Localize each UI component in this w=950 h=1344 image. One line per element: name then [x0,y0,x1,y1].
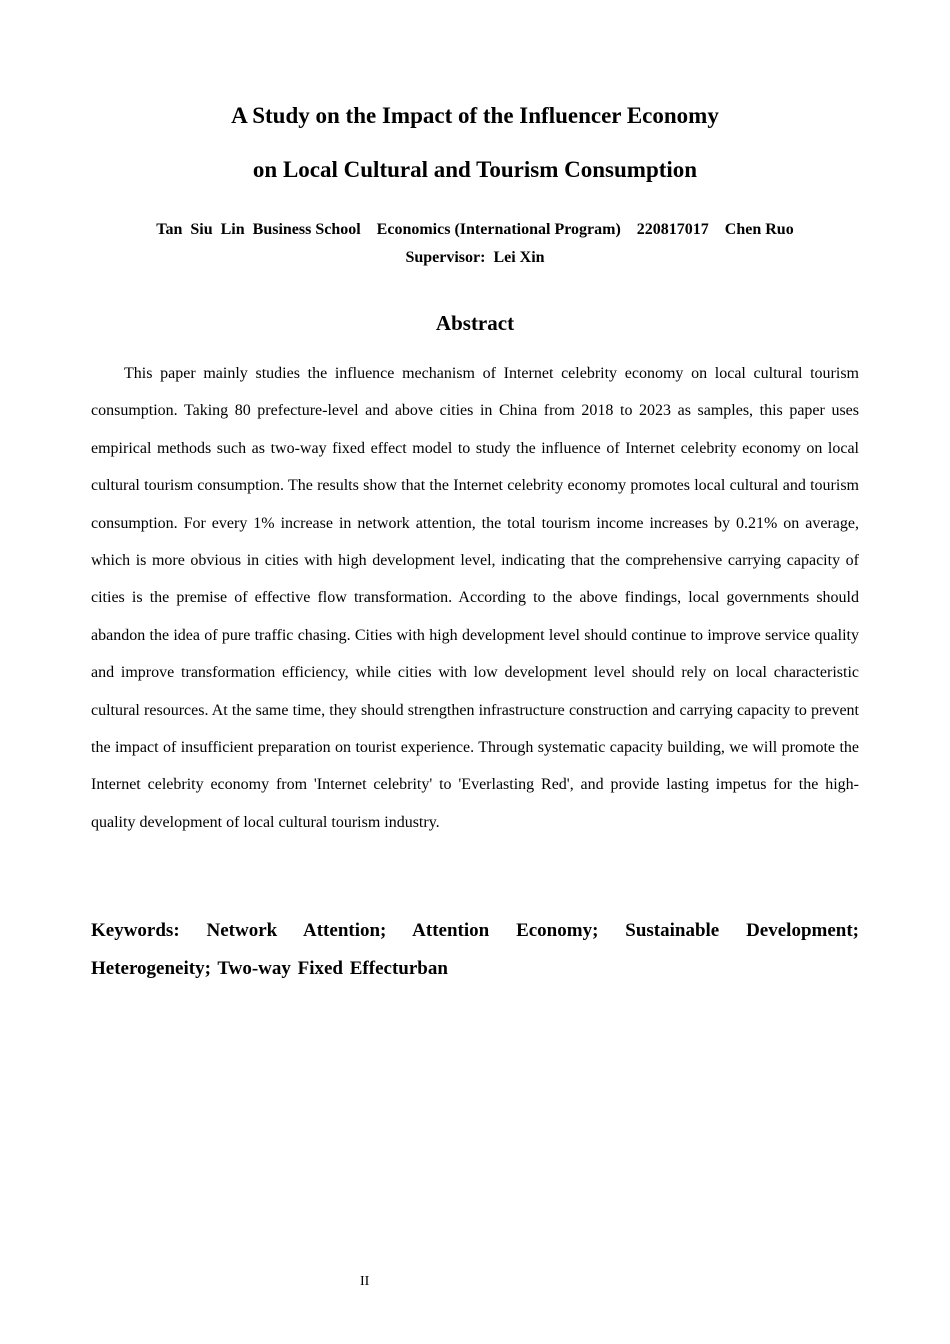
supervisor-info: Supervisor: Lei Xin [405,249,545,266]
author-info: Tan Siu Lin Business School Economics (International Program) 220817017 Chen Ruo [156,221,794,238]
paper-title-line-2: on Local Cultural and Tourism Consumption [252,157,698,182]
abstract-body: This paper mainly studies the influence mechanism of Internet celebrity economy on local cultural tourism consumption. Taking 80 prefecture-level and above cities in China from 2018 to 2023 as samples, this paper uses empirical methods such as two-way fixed effect model to study the influence of Internet celebrity economy on local cultural tourism consumption. The results show that the Internet celebrity economy promotes local cultural and tourism consumption. For every 1% increase in network attention, the total tourism income increases by 0.21% on average, which is more obvious in cities with high development level, indicating that the comprehensive carrying capacity of cities is the premise of effective flow transformation. According to the above findings, local governments should abandon the idea of pure traffic chasing. Cities with high development level should continue to improve service quality and improve transformation efficiency, while cities with low development level should rely on local characteristic cultural resources. At the same time, they should strengthen infrastructure construction and carrying capacity to prevent the impact of insufficient preparation on tourist experience. Through systematic capacity building, we will promote the Internet celebrity economy from 'Internet celebrity' to 'Everlasting Red', and provide lasting impetus for the high-quality development of local cultural tourism industry. [91,365,859,831]
keywords: Keywords: Network Attention; Attention Economy; Sustainable Development; Heterogeneity; Two-way Fixed Effecturban [91,920,859,979]
abstract-heading: Abstract [435,311,515,335]
page-number: II [360,1274,370,1289]
paper-title-line-1: A Study on the Impact of the Influencer Economy [231,103,719,128]
